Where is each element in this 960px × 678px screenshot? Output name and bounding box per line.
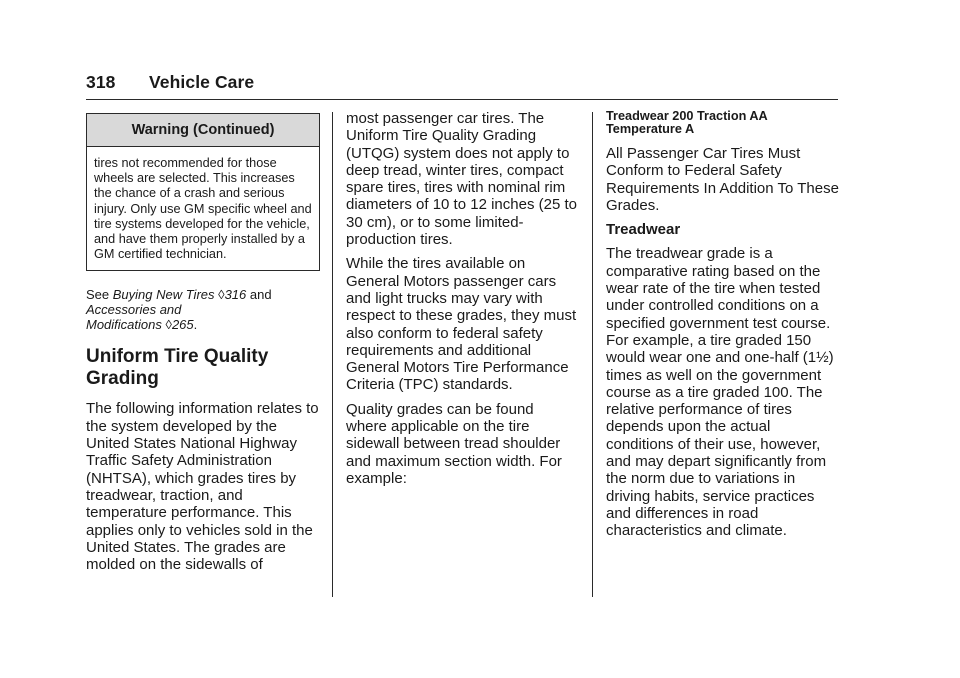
- paragraph-federal-requirements: All Passenger Car Tires Must Conform to Federal Safety Requirements In Addition To These Grades.: [606, 145, 839, 214]
- treadwear-heading: Treadwear: [606, 221, 681, 239]
- column-2: [346, 110, 578, 487]
- page-ref-icon: ◊: [165, 317, 172, 333]
- page-ref-icon: ◊: [218, 287, 225, 303]
- paragraph-utqg-scope: most passenger car tires. The Uniform Tire Quality Grading (UTQG) system does not apply to deep tread, winter tires, compact spare tires, tires with nominal rim diameters of 10 to 12 inches (25 to 30 cm), or to some limited-production tires.: [346, 110, 577, 249]
- grade-example-line-2: Temperature A: [606, 122, 695, 136]
- cross-reference: [86, 287, 320, 332]
- column-divider-2: [592, 112, 593, 597]
- paragraph-gm-tpc: While the tires available on General Motors passenger cars and light trucks may vary with respect to these grades, they must also conform to federal safety requirements and additional General Motors Tire Performance Criteria (TPC) standards.: [346, 255, 577, 394]
- paragraph-treadwear: The treadwear grade is a comparative rating based on the wear rate of the tire when tested under controlled conditions on a specified government test course. For example, a tire graded 150 would wear one and one-half (1½) times as well on the government course as a tire graded 100. The relative performance of tires depends upon the actual conditions of their use, however, and may depart significantly from the norm due to variations in driving habits, service practices and differences in road characteristics and climate.: [606, 245, 834, 540]
- grade-example: [606, 110, 840, 136]
- xref-and-text: and: [246, 287, 272, 303]
- xref-page-265[interactable]: 265: [171, 317, 194, 333]
- page-number: 318: [86, 72, 116, 92]
- paragraph-quality-grades: Quality grades can be found where applicable on the tire sidewall between tread shoulder and maximum section width. For example:: [346, 400, 562, 487]
- header-divider: [86, 99, 838, 100]
- xref-page-316[interactable]: 316: [224, 287, 247, 303]
- xref-link-modifications[interactable]: Modifications: [86, 317, 162, 333]
- section-title: Vehicle Care: [148, 72, 255, 92]
- page-header: [86, 72, 254, 93]
- heading-line-1: Uniform Tire Quality: [86, 346, 269, 368]
- column-divider-1: [332, 112, 333, 597]
- xref-end-text: .: [193, 317, 198, 333]
- column-1: [86, 110, 320, 573]
- xref-see-text: See: [86, 287, 113, 303]
- warning-box: [86, 113, 320, 271]
- section-heading: [86, 346, 320, 390]
- intro-paragraph: The following information relates to the system developed by the United States National Highway Traffic Safety Administration (NHTSA), which grades tires by treadwear, traction, and temperature performance. This applies only to vehicles sold in the United States. The grades are molded on the sidewalls of: [86, 400, 319, 574]
- heading-line-2: Grading: [86, 368, 159, 390]
- grade-example-line-1: Treadwear 200 Traction AA: [606, 109, 768, 123]
- xref-link-accessories[interactable]: Accessories and: [86, 302, 182, 318]
- column-3: [606, 110, 840, 540]
- warning-title: Warning (Continued): [87, 114, 319, 147]
- warning-text: tires not recommended for those wheels are selected. This increases the chance of a crash and serious injury. Only use GM specific wheel and tire systems developed for the vehicle, and have them properly installed by a GM certified technician.: [94, 156, 312, 262]
- xref-link-buying-new-tires[interactable]: Buying New Tires: [112, 287, 215, 303]
